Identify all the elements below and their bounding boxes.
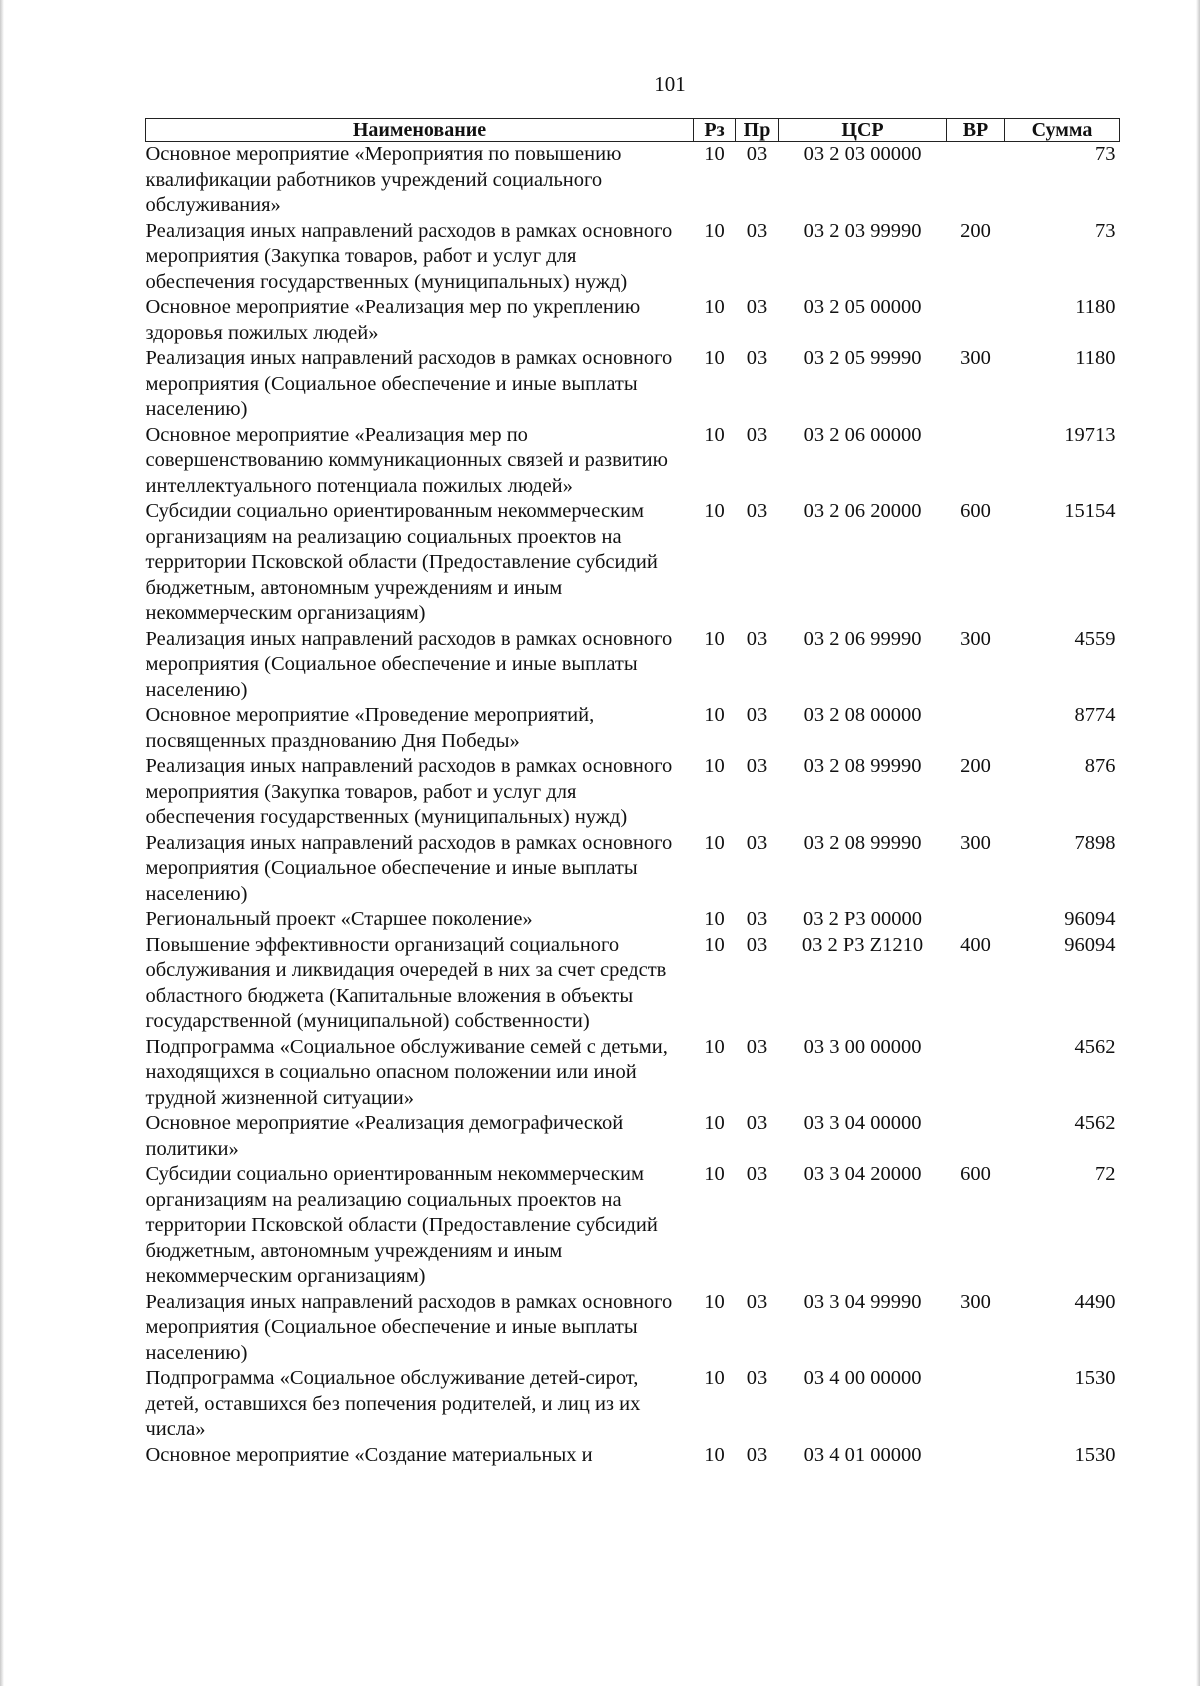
cell-vr	[947, 907, 1005, 933]
cell-vr: 600	[960, 500, 991, 522]
cell-pr: 03	[746, 933, 768, 956]
cell-csr: 03 2 06 00000	[803, 423, 922, 446]
cell-rz: 10	[704, 831, 725, 854]
table-row	[146, 703, 1120, 754]
table-row	[146, 1162, 1120, 1290]
cell-rz: 10	[704, 423, 725, 446]
cell-csr: 03 2 P3 00000	[802, 908, 923, 930]
table-row	[146, 142, 1120, 219]
table-row	[146, 423, 1120, 500]
scan-edge-right	[1196, 0, 1200, 1686]
cell-name: Реализация иных направлений расходов в рамках основного мероприятия (Социальное обеспечение и иные выплаты населению)	[145, 831, 673, 905]
cell-rz: 10	[704, 1112, 725, 1134]
cell-name: Основное мероприятие «Реализация мер по совершенствованию коммуникационных связей и развитию интеллектуального потенциала пожилых людей»	[145, 423, 668, 497]
cell-rz: 10	[704, 1367, 725, 1389]
cell-rz: 10	[704, 1163, 725, 1185]
cell-name: Реализация иных направлений расходов в рамках основного мероприятия (Закупка товаров, работ и услуг для обеспечения государственных (муниципальных) нужд)	[145, 755, 673, 828]
cell-name: Реализация иных направлений расходов в рамках основного мероприятия (Закупка товаров, работ и услуг для обеспечения государственных (муниципальных) нужд)	[145, 219, 673, 293]
cell-name: Реализация иных направлений расходов в рамках основного мероприятия (Социальное обеспечение и иные выплаты населению)	[145, 1290, 673, 1364]
table-row	[146, 219, 1120, 296]
cell-pr: 03	[746, 831, 768, 854]
table-row	[146, 907, 1120, 933]
table-body	[146, 142, 1120, 1469]
cell-vr	[947, 1035, 1005, 1112]
table-row	[146, 831, 1120, 908]
cell-sum: 96094	[1064, 933, 1116, 956]
header-name: Наименование	[146, 119, 694, 142]
cell-vr	[947, 703, 1005, 754]
cell-vr	[947, 295, 1005, 346]
cell-name: Основное мероприятие «Реализация демографической политики»	[145, 1112, 624, 1160]
cell-pr: 03	[746, 296, 768, 318]
cell-pr: 03	[746, 1367, 768, 1389]
cell-pr: 03	[746, 908, 768, 930]
table-row	[146, 499, 1120, 627]
cell-name: Основное мероприятие «Реализация мер по укреплению здоровья пожилых людей»	[145, 296, 641, 344]
cell-rz: 10	[704, 933, 725, 956]
header-csr: ЦСР	[779, 119, 947, 142]
cell-rz: 10	[704, 908, 725, 930]
cell-rz: 10	[704, 143, 725, 165]
cell-csr: 03 2 08 99990	[803, 755, 922, 777]
cell-sum: 4562	[1074, 1035, 1116, 1058]
cell-sum: 1180	[1075, 296, 1116, 318]
scan-edge-left	[0, 0, 4, 1686]
cell-vr: 200	[960, 755, 991, 777]
cell-csr: 03 3 04 20000	[803, 1163, 922, 1185]
cell-sum: 1530	[1074, 1367, 1116, 1389]
cell-sum: 96094	[1064, 908, 1116, 930]
table-row	[146, 1443, 1120, 1469]
cell-pr: 03	[746, 423, 768, 446]
cell-rz: 10	[704, 1035, 725, 1058]
cell-csr: 03 3 00 00000	[803, 1035, 922, 1058]
cell-pr: 03	[746, 1112, 768, 1134]
table-row	[146, 1035, 1120, 1112]
cell-sum: 19713	[1064, 423, 1116, 446]
cell-rz: 10	[704, 1290, 725, 1313]
cell-pr: 03	[746, 1443, 768, 1466]
header-rz: Рз	[694, 119, 736, 142]
table-row	[146, 1290, 1120, 1367]
table-row	[146, 933, 1120, 1035]
header-vr: ВР	[947, 119, 1005, 142]
cell-sum: 4562	[1074, 1112, 1116, 1134]
cell-csr: 03 2 08 00000	[803, 704, 922, 726]
cell-vr	[947, 1443, 1005, 1469]
cell-pr: 03	[746, 627, 768, 650]
cell-sum: 8774	[1074, 704, 1116, 726]
cell-sum: 73	[1095, 143, 1116, 165]
table-row	[146, 346, 1120, 423]
cell-csr: 03 4 00 00000	[803, 1367, 922, 1389]
cell-sum: 73	[1095, 219, 1116, 242]
cell-csr: 03 2 05 99990	[803, 347, 922, 369]
cell-csr: 03 2 03 99990	[803, 219, 922, 242]
cell-name: Субсидии социально ориентированным некоммерческим организациям на реализацию социальных проектов на территории Псковской области (Предоставление субсидий бюджетным, автономным учреждениям и иным некоммерческим организациям)	[145, 1163, 658, 1287]
cell-vr: 300	[960, 831, 991, 854]
cell-rz: 10	[704, 500, 725, 522]
cell-vr: 300	[960, 627, 991, 650]
budget-table	[145, 118, 1120, 1468]
cell-csr: 03 4 01 00000	[803, 1443, 922, 1466]
cell-pr: 03	[746, 347, 768, 369]
cell-name: Основное мероприятие «Мероприятия по повышению квалификации работников учреждений социального обслуживания»	[145, 143, 622, 216]
cell-name: Региональный проект «Старшее поколение»	[145, 908, 533, 930]
cell-sum: 15154	[1064, 500, 1116, 522]
cell-name: Подпрограмма «Социальное обслуживание семей с детьми, находящихся в социально опасном положении или иной трудной жизненной ситуации»	[145, 1035, 668, 1109]
cell-sum: 1180	[1075, 347, 1116, 369]
cell-vr: 400	[960, 933, 991, 956]
table-row	[146, 1111, 1120, 1162]
cell-name: Основное мероприятие «Создание материальных и	[145, 1443, 593, 1466]
cell-csr: 03 2 P3 Z1210	[801, 933, 924, 956]
header-row	[146, 119, 1120, 142]
cell-sum: 72	[1095, 1163, 1116, 1185]
cell-sum: 876	[1084, 755, 1116, 777]
page-number: 101	[654, 72, 686, 96]
cell-vr: 300	[960, 347, 991, 369]
header-sum: Сумма	[1005, 119, 1120, 142]
cell-rz: 10	[704, 627, 725, 650]
cell-csr: 03 3 04 99990	[803, 1290, 922, 1313]
cell-name: Субсидии социально ориентированным некоммерческим организациям на реализацию социальных проектов на территории Псковской области (Предоставление субсидий бюджетным, автономным учреждениям и иным некоммерческим организациям)	[145, 500, 658, 624]
cell-pr: 03	[746, 755, 768, 777]
cell-rz: 10	[704, 296, 725, 318]
cell-csr: 03 2 06 99990	[803, 627, 922, 650]
cell-csr: 03 2 03 00000	[803, 143, 922, 165]
cell-pr: 03	[746, 500, 768, 522]
cell-pr: 03	[746, 143, 768, 165]
cell-vr	[947, 1366, 1005, 1443]
cell-vr: 200	[960, 219, 991, 242]
cell-vr	[947, 1111, 1005, 1162]
cell-csr: 03 2 05 00000	[803, 296, 922, 318]
cell-pr: 03	[746, 1290, 768, 1313]
header-pr: Пр	[736, 119, 779, 142]
table-row	[146, 754, 1120, 831]
table-row	[146, 295, 1120, 346]
cell-vr	[947, 142, 1005, 219]
cell-sum: 7898	[1074, 831, 1116, 854]
cell-rz: 10	[704, 1443, 725, 1466]
cell-name: Подпрограмма «Социальное обслуживание детей-сирот, детей, оставшихся без попечения родителей, и лиц из их числа»	[145, 1367, 641, 1440]
cell-vr: 600	[960, 1163, 991, 1185]
cell-name: Реализация иных направлений расходов в рамках основного мероприятия (Социальное обеспечение и иные выплаты населению)	[145, 627, 673, 701]
table-header	[146, 119, 1120, 142]
cell-name: Основное мероприятие «Проведение мероприятий, посвященных празднованию Дня Победы»	[145, 704, 595, 752]
cell-sum: 4490	[1074, 1290, 1116, 1313]
cell-vr	[947, 423, 1005, 500]
cell-rz: 10	[704, 347, 725, 369]
cell-rz: 10	[704, 704, 725, 726]
cell-pr: 03	[746, 1035, 768, 1058]
cell-sum: 4559	[1074, 627, 1116, 650]
cell-rz: 10	[704, 755, 725, 777]
cell-csr: 03 2 08 99990	[803, 831, 922, 854]
cell-vr: 300	[960, 1290, 991, 1313]
cell-csr: 03 3 04 00000	[803, 1112, 922, 1134]
cell-csr: 03 2 06 20000	[803, 500, 922, 522]
table-row	[146, 1366, 1120, 1443]
cell-rz: 10	[704, 219, 725, 242]
cell-pr: 03	[746, 704, 768, 726]
cell-name: Повышение эффективности организаций социального обслуживания и ликвидация очередей в них за счет средств областного бюджета (Капитальные вложения в объекты государственной (муниципальной) собственности)	[145, 933, 667, 1032]
cell-name: Реализация иных направлений расходов в рамках основного мероприятия (Социальное обеспечение и иные выплаты населению)	[145, 347, 673, 420]
cell-pr: 03	[746, 219, 768, 242]
cell-pr: 03	[746, 1163, 768, 1185]
table-row	[146, 627, 1120, 704]
cell-sum: 1530	[1074, 1443, 1116, 1466]
